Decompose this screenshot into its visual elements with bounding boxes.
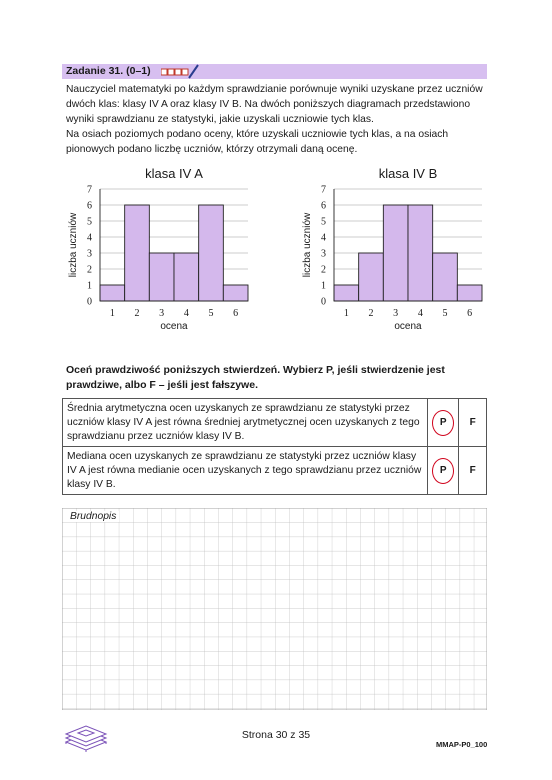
y-tick-label: 2: [87, 264, 92, 276]
y-axis-label: liczba uczniów: [68, 212, 79, 278]
bar: [433, 253, 458, 301]
intro-paragraph-1: Nauczyciel matematyki po każdym sprawdzianie porównuje wyniki uzyskane przez uczniów dwóch klas: klasy IV A oraz klasy IV B. Na dwóch poniższych diagramach przedstawiono wyniki sprawdzianu ze statystyki, jakie uzyskali uczniowie tych klas.: [66, 84, 483, 125]
selected-circle: P: [432, 410, 454, 436]
y-tick-label: 6: [321, 200, 326, 212]
instruction-text: Oceń prawdziwość poniższych stwierdzeń. Wybierz P, jeśli stwierdzenie jest prawdziwe, albo F – jeśli jest fałszywe.: [66, 364, 445, 391]
bar: [223, 285, 248, 301]
chart-class-4b: [296, 160, 496, 335]
x-tick-label: 4: [183, 308, 189, 319]
intro-paragraph-2: Na osiach poziomych podano oceny, które uzyskali uczniowie tych klas, a na osiach pionowych podano liczbę uczniów, którzy otrzymali daną ocenę.: [66, 129, 449, 155]
x-axis-label: ocena: [160, 321, 188, 332]
x-tick-label: 3: [159, 308, 165, 319]
statement-row: [63, 447, 487, 495]
x-tick-label: 2: [134, 308, 140, 319]
bar: [149, 253, 174, 301]
document-code: MMAP-P0_100: [436, 740, 488, 749]
y-tick-label: 5: [87, 216, 92, 228]
x-tick-label: 2: [368, 308, 374, 319]
y-tick-label: 2: [321, 264, 326, 276]
option-p[interactable]: [428, 447, 459, 495]
y-tick-label: 0: [87, 296, 92, 308]
task-title: Zadanie 31. (0–1): [66, 65, 151, 77]
statement-row: [63, 399, 487, 447]
x-tick-label: 5: [442, 308, 448, 319]
option-f[interactable]: F: [459, 399, 487, 447]
chart-class-4a: [62, 160, 262, 335]
y-tick-label: 4: [87, 232, 92, 244]
statement-text: Mediana ocen uzyskanych ze sprawdzianu ze statystyki przez uczniów klasy IV A jest równa medianie ocen uzyskanych z tego sprawdzianu przez uczniów klasy IV B.: [63, 447, 428, 495]
bar: [334, 285, 359, 301]
y-tick-label: 3: [321, 248, 326, 260]
bar: [125, 205, 150, 301]
option-p[interactable]: [428, 399, 459, 447]
selected-circle: P: [432, 458, 454, 484]
bar: [457, 285, 482, 301]
option-f[interactable]: F: [459, 447, 487, 495]
y-tick-label: 4: [321, 232, 326, 244]
true-false-table: [62, 398, 487, 495]
y-tick-label: 7: [321, 184, 326, 196]
y-tick-label: 6: [87, 200, 92, 212]
y-tick-label: 3: [87, 248, 92, 260]
task-intro: [66, 82, 496, 157]
x-tick-label: 4: [417, 308, 423, 319]
bar: [408, 205, 433, 301]
x-tick-label: 1: [109, 308, 115, 319]
y-tick-label: 1: [87, 280, 92, 292]
bar: [383, 205, 408, 301]
x-tick-label: 5: [208, 308, 214, 319]
draft-grid[interactable]: [62, 508, 487, 710]
x-tick-label: 6: [467, 308, 473, 319]
bar: [359, 253, 384, 301]
x-tick-label: 1: [343, 308, 349, 319]
page-number: Strona 30 z 35: [241, 729, 311, 741]
chart-title: klasa IV A: [145, 166, 203, 181]
x-tick-label: 6: [233, 308, 239, 319]
bar: [174, 253, 199, 301]
statement-text: Średnia arytmetyczna ocen uzyskanych ze sprawdzianu ze statystyki przez uczniów klasy IV A jest równa średniej arytmetycznej ocen uzyskanych z tego sprawdzianu przez uczniów klasy IV B.: [63, 399, 428, 447]
bar: [199, 205, 224, 301]
y-axis-label: liczba uczniów: [302, 212, 313, 278]
draft-label: Brudnopis: [70, 511, 119, 522]
y-tick-label: 0: [321, 296, 326, 308]
chart-title: klasa IV B: [378, 166, 438, 181]
bar: [100, 285, 125, 301]
x-tick-label: 3: [393, 308, 399, 319]
x-axis-label: ocena: [394, 321, 422, 332]
y-tick-label: 1: [321, 280, 326, 292]
y-tick-label: 5: [321, 216, 326, 228]
y-tick-label: 7: [87, 184, 92, 196]
